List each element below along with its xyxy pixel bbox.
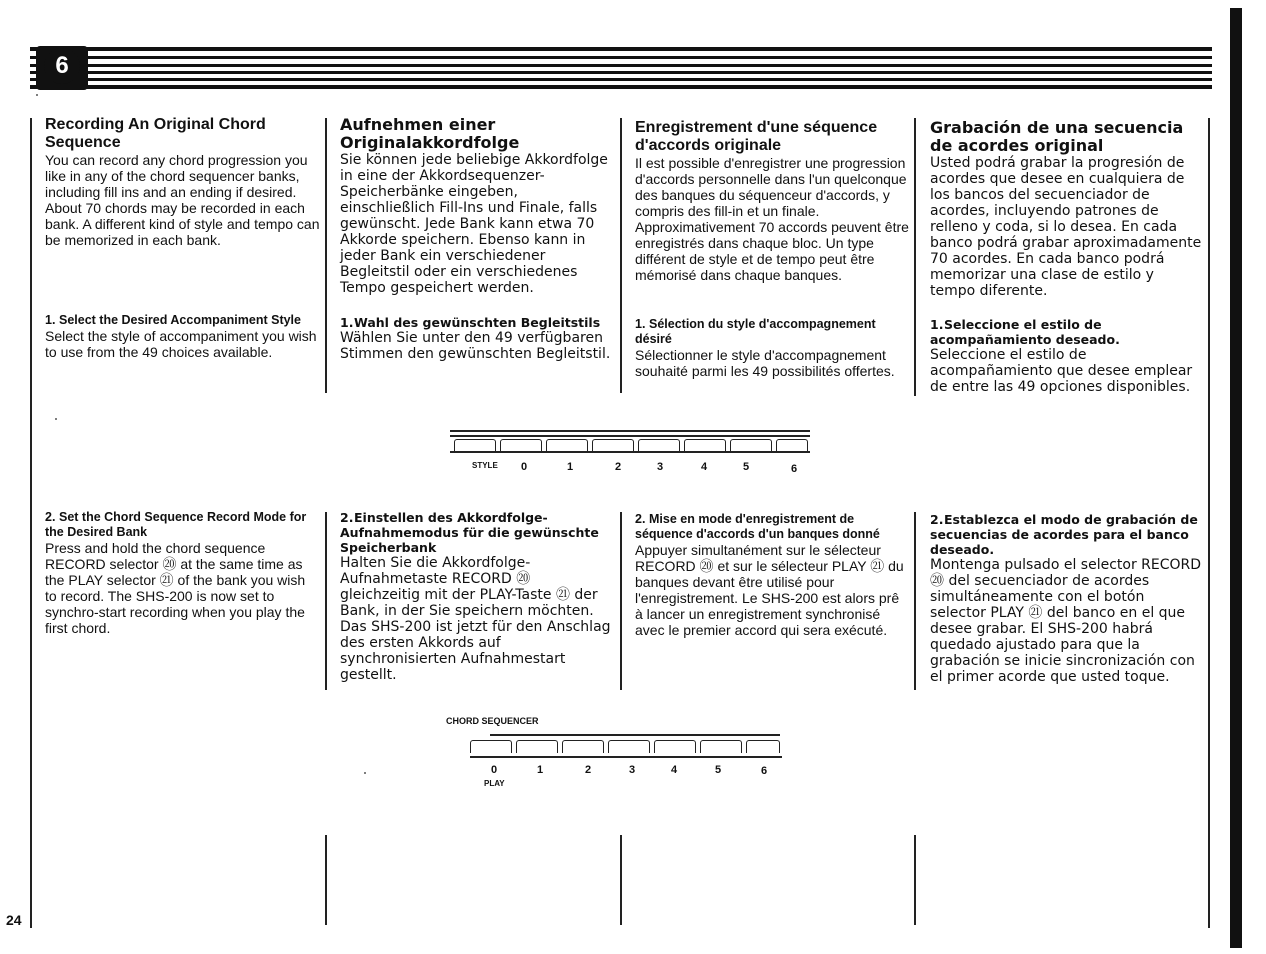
play-label: PLAY xyxy=(484,779,505,788)
column-rule xyxy=(620,118,622,393)
step-text: Sélectionner le style d'accompagnement souhaité parmi les 49 possibilités offertes. xyxy=(635,347,895,379)
step-title: Select the Desired Accompaniment Style xyxy=(59,313,301,327)
chord-number: 5 xyxy=(714,764,722,776)
step-number: 1. xyxy=(930,317,944,332)
panel-top-rail xyxy=(450,430,810,432)
step-title: Seleccione el estilo de acompañamiento deseado. xyxy=(930,317,1120,347)
chord-button-3[interactable] xyxy=(608,740,650,753)
section-intro: Sie können jede beliebige Akkordfolge in eine der Akkordsequenzer-Speicherbänke eingeben, einschließlich Fill-Ins und Finale, falls gewünscht. Jede Bank kann etwa 70 Akkorde speichern. Ebenso kann in jeder Bank ein verschiedener Begleitstil oder ein verschiedenes Tempo gespeichert werden. xyxy=(340,152,608,296)
chord-sequencer-label: CHORD SEQUENCER xyxy=(446,716,539,726)
step-2-german xyxy=(340,510,612,683)
step-title: Mise en mode d'enregistrement de séquence d'accords d'un banques donné xyxy=(635,512,880,541)
step-text: Halten Sie die Akkordfolge-Aufnahmetaste RECORD ⑳ gleichzeitig mit der PLAY-Taste ㉑ der Bank, in der Sie speichern möchten. Das SHS-200 ist jetzt für den Anschlag des ersten Akkords auf synchronisierten Aufnahmestart gestellt. xyxy=(340,555,611,683)
section-intro: Usted podrá grabar la progresión de acordes que desee en cualquiera de los bancos del secuenciador de acordes, incluyendo patrones de relleno y coda, si lo desea. En cada banco podrá grabar aproximadamente 70 acordes. En cada banco podrá memorizar una clase de estilo y tempo diferente. xyxy=(930,155,1202,299)
section-intro: You can record any chord progression you like in any of the chord sequencer banks, including fill ins and an ending if desired. About 70 chords may be recorded in each bank. A different kind of style and tempo can be memorized in each bank. xyxy=(45,152,320,248)
section-title: Recording An Original Chord Sequence xyxy=(45,116,266,151)
column-rule xyxy=(1208,118,1210,928)
section-title: Enregistrement d'une séquence d'accords originale xyxy=(635,119,878,154)
step-text: Seleccione el estilo de acompañamiento que desee emplear de entre las 49 opciones disponibles. xyxy=(930,347,1193,395)
column-rule xyxy=(620,835,622,925)
step-1-french xyxy=(635,317,910,379)
style-number: 4 xyxy=(700,461,708,473)
step-text: Appuyer simultanément sur le sélecteur RECORD ⑳ et sur le sélecteur PLAY ㉑ du banques devant être utilisé pour l'enregistrement. Le SHS-200 est alors prê à lancer un enregistrement synchronisé avec le premier accord qui sera exécuté. xyxy=(635,542,904,638)
step-text: Wählen Sie unter den 49 verfügbaren Stimmen den gewünschten Begleitstil. xyxy=(340,330,611,362)
step-title: Set the Chord Sequence Record Mode for the Desired Bank xyxy=(45,510,307,539)
style-label: STYLE xyxy=(472,461,498,470)
style-number: 6 xyxy=(790,463,798,475)
column-rule xyxy=(914,512,916,690)
chord-number: 6 xyxy=(760,765,768,777)
page-edge-bar xyxy=(1230,8,1242,948)
step-number: 2. xyxy=(930,512,944,527)
panel-bottom-rail xyxy=(470,756,782,758)
style-number: 0 xyxy=(520,461,528,473)
chord-button-1[interactable] xyxy=(516,740,558,753)
step-1-spanish xyxy=(930,317,1202,395)
column-rule xyxy=(325,835,327,925)
panel-top-rail xyxy=(490,734,780,736)
chord-number: 2 xyxy=(584,764,592,776)
scan-dot xyxy=(55,418,57,420)
step-text: Montenga pulsado el selector RECORD ⑳ del secuenciador de acordes simultáneamente con el botón selector PLAY ㉑ del banco en el que desee grabar. El SHS-200 habrá quedado ajustado para que la grabación se inicie sincronización con el primer acorde que usted toque. xyxy=(930,557,1202,685)
page-number: 24 xyxy=(6,912,22,928)
panel-rail xyxy=(450,435,810,437)
section-title: Aufnehmen einer Originalakkordfolge xyxy=(340,115,520,152)
style-number: 3 xyxy=(656,461,664,473)
chord-button-0[interactable] xyxy=(470,740,512,753)
style-number: 5 xyxy=(742,461,750,473)
step-title: Wahl des gewünschten Begleitstils xyxy=(354,315,601,330)
step-number: 1. xyxy=(45,313,56,327)
style-number: 1 xyxy=(566,461,574,473)
style-selector-panel xyxy=(450,428,810,476)
step-number: 2. xyxy=(45,510,56,524)
chord-sequencer-panel xyxy=(470,734,790,794)
step-number: 2. xyxy=(635,512,646,526)
column-rule xyxy=(914,118,916,396)
chord-button-2[interactable] xyxy=(562,740,604,753)
scan-dot xyxy=(364,772,366,774)
chapter-number: 6 xyxy=(44,48,80,84)
chord-button-4[interactable] xyxy=(654,740,696,753)
step-2-french xyxy=(635,512,910,638)
step-2-english xyxy=(45,510,320,636)
column-english xyxy=(45,116,320,248)
chord-number: 4 xyxy=(670,764,678,776)
column-rule xyxy=(325,512,327,690)
chord-button-6[interactable] xyxy=(746,740,780,753)
step-number: 1. xyxy=(340,315,354,330)
step-text: Press and hold the chord sequence RECORD selector ⑳ at the same time as the PLAY selector ㉑ of the bank you wish to record. The SHS-200 is now set to synchro-start recording when you play the first chord. xyxy=(45,540,306,636)
chord-number: 3 xyxy=(628,764,636,776)
chord-button-5[interactable] xyxy=(700,740,742,753)
step-number: 1. xyxy=(635,317,646,331)
step-number: 2. xyxy=(340,510,354,525)
step-text: Select the style of accompaniment you wish to use from the 49 choices available. xyxy=(45,328,317,360)
column-rule xyxy=(325,118,327,393)
column-spanish xyxy=(930,119,1202,299)
step-2-spanish xyxy=(930,512,1202,685)
panel-bottom-rail xyxy=(450,451,810,453)
chapter-header-band xyxy=(30,47,1212,91)
step-1-german xyxy=(340,315,612,362)
chord-number: 0 xyxy=(490,764,498,776)
column-german xyxy=(340,116,612,296)
column-rule xyxy=(30,118,32,928)
scan-dot xyxy=(36,94,38,96)
section-intro: Il est possible d'enregistrer une progression d'accords personnelle dans l'un quelconque des banques du séquenceur d'accords, y compris des fill-in et un finale. Approximativement 70 accords peuvent être enregistrés dans chaque bloc. Un type différent de style et de tempo peut être mémorisé dans chaque banques. xyxy=(635,155,909,283)
style-number: 2 xyxy=(614,461,622,473)
step-title: Einstellen des Akkordfolge-Aufnahmemodus für die gewünschte Speicherbank xyxy=(340,510,599,555)
column-rule xyxy=(914,835,916,925)
section-title: Grabación de una secuencia de acordes original xyxy=(930,118,1184,155)
column-french xyxy=(635,119,910,283)
step-title: Establezca el modo de grabación de secuencias de acordes para el banco deseado. xyxy=(930,512,1198,557)
chord-number: 1 xyxy=(536,764,544,776)
step-1-english xyxy=(45,313,320,360)
step-title: Sélection du style d'accompagnement désiré xyxy=(635,317,876,346)
column-rule xyxy=(620,512,622,690)
